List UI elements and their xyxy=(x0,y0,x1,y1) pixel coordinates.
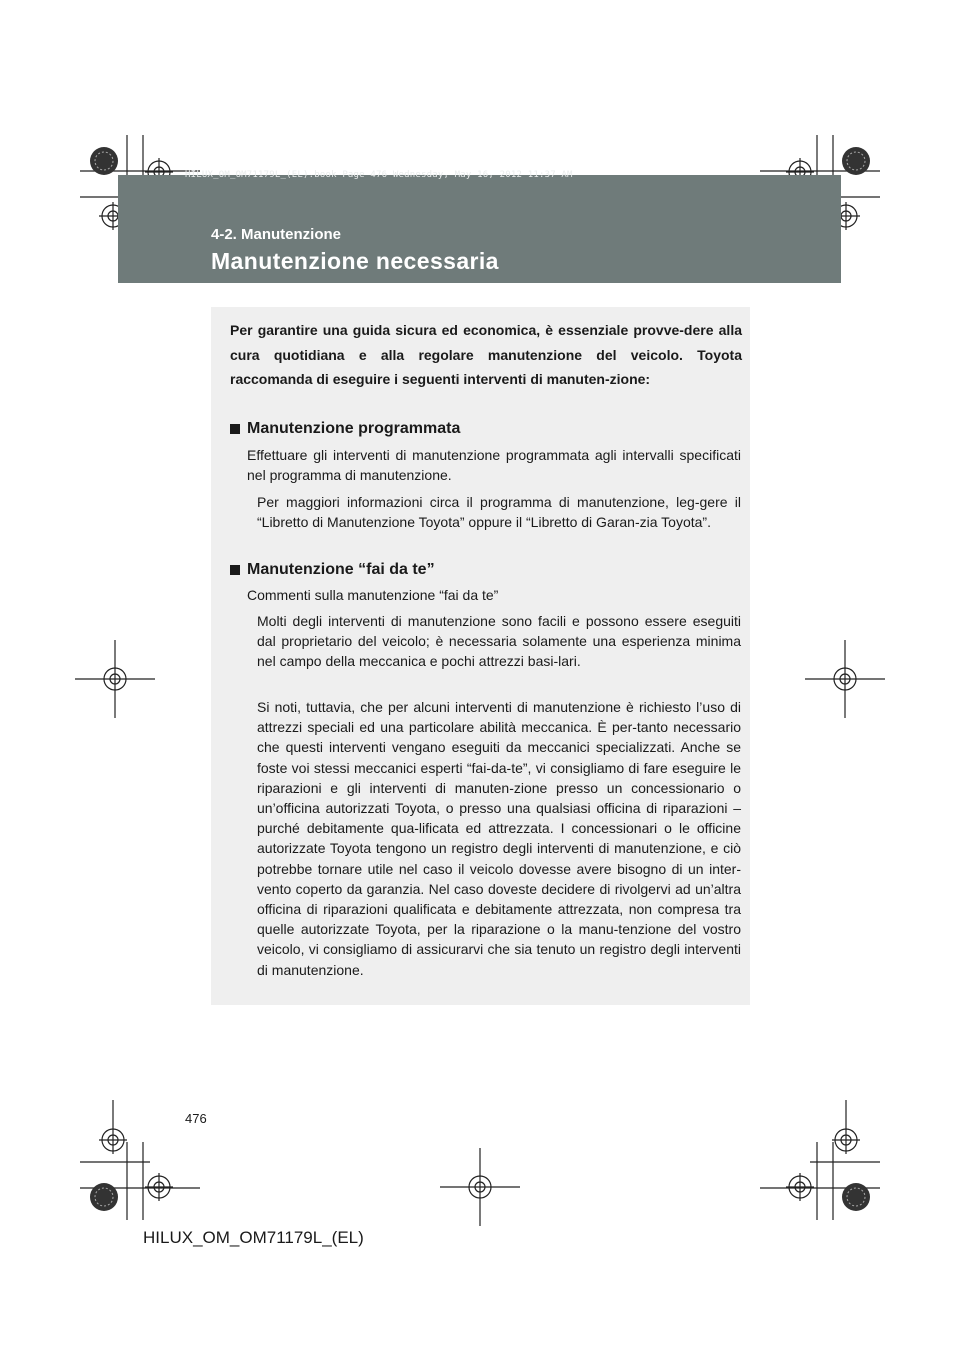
square-bullet-icon xyxy=(230,565,240,575)
page-title: Manutenzione necessaria xyxy=(211,248,499,274)
section-heading-programmata xyxy=(230,420,460,438)
page-number: 476 xyxy=(185,1111,207,1126)
section-lead: Effettuare gli interventi di manutenzione programmata agli intervalli specificati nel programma di manutenzione. xyxy=(247,447,741,484)
section-lead: Commenti sulla manutenzione “fai da te” xyxy=(247,587,499,603)
section-paragraph: Si noti, tuttavia, che per alcuni interventi di manutenzione è richiesto l’uso di attrezzi speciali ed una particolare abilità meccanica. È per-tanto necessario che questi interventi vengano eseguiti da meccanici specializzati. Anche se foste voi stessi meccanici esperti “fai-da-te”, vi consigliamo di fare eseguire le riparazioni e gli interventi di manuten-zione presso un concessionario o un’officina autorizzati Toyota, o presso una qualsiasi officina di riparazioni – purché debitamente qua-lificata ed attrezzata. I concessionari o le officine autorizzate Toyota tengono un registro degli interventi di manutenzione, e ciò potrebbe tornare utile nel caso il veicolo dovesse avere bisogno di un inter-vento coperto da garanzia. Nel caso doveste decidere di rivolgervi ad un’altra officina di riparazioni qualificata e debitamente attrezzata, non compresa tra quelle autorizzate Toyota, per la riparazione o la manu-tenzione del vostro veicolo, vi consigliamo di assicurarvi che sia tenuto un registro degli interventi di manutenzione. xyxy=(257,699,741,978)
square-bullet-icon xyxy=(230,424,240,434)
document-code: HILUX_OM_OM71179L_(EL) xyxy=(143,1228,364,1247)
intro-paragraph: Per garantire una guida sicura ed economica, è essenziale provve-dere alla cura quotidiana e alla regolare manutenzione del veicolo. Toyota raccomanda di eseguire i seguenti interventi di manuten-zione: xyxy=(230,322,742,387)
section-paragraph: Per maggiori informazioni circa il programma di manutenzione, leg-gere il “Libretto di Manutenzione Toyota” oppure il “Libretto di Garan-zia Toyota”. xyxy=(257,494,741,531)
book-info-stamp: HILUX_OM_OM71179L_(EL).book Page 476 Wednesday, May 16, 2012 11:37 AM xyxy=(185,170,573,180)
section-heading-text: Manutenzione “fai da te” xyxy=(247,561,435,578)
section-heading-text: Manutenzione programmata xyxy=(247,420,461,437)
section-label: 4-2. Manutenzione xyxy=(211,226,342,243)
section-paragraph: Molti degli interventi di manutenzione sono facili e possono essere eseguiti dal proprietario del veicolo; è necessaria solamente una esperienza minima nel campo della meccanica e pochi attrezzi basi-lari. xyxy=(257,613,741,670)
section-heading-fai-da-te xyxy=(230,561,435,579)
